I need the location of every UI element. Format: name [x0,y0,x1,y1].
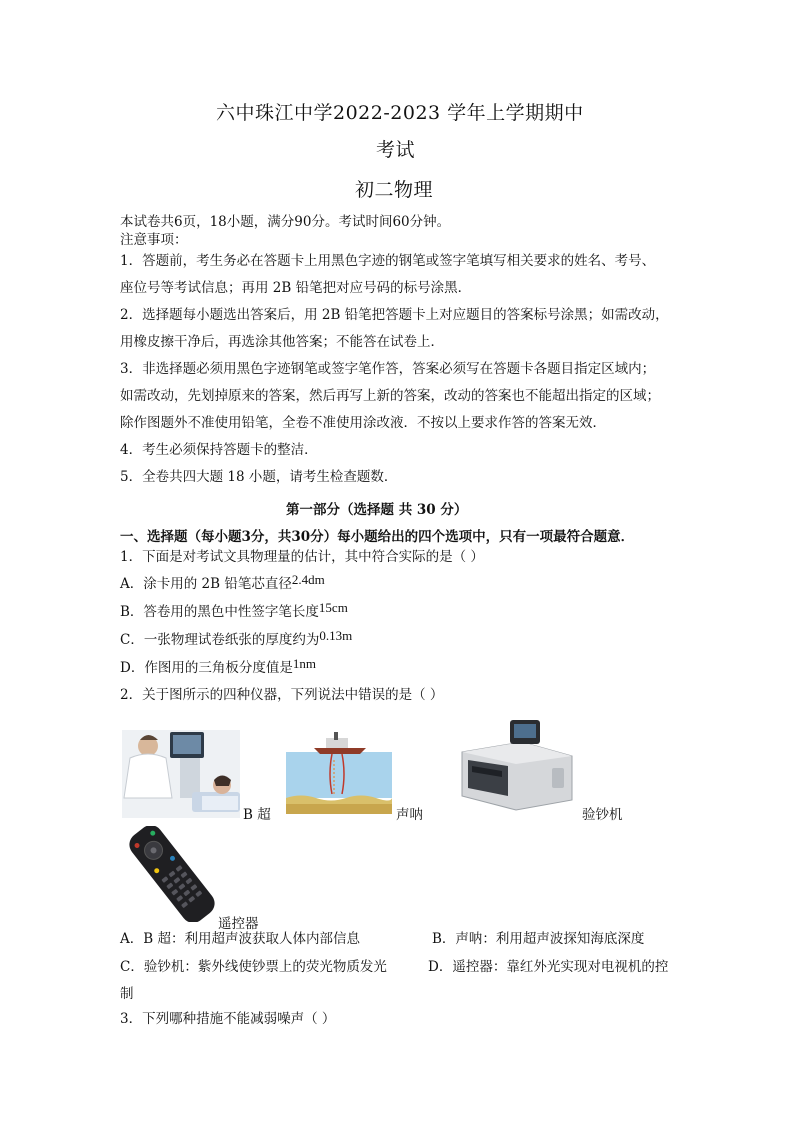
notice-line: 4．考生必须保持答题卡的整洁． [120,442,318,458]
notice-line: 如需改动，先划掉原来的答案，然后再写上新的答案，改动的答案也不能超出指定的区域； [120,388,660,404]
notice-line: 1．答题前，考生务必在答题卡上用黑色字迹的钢笔或签字笔填写相关要求的姓名、考号、 [120,253,656,269]
option-text: B．答卷用的黑色中性签字笔长度 [120,604,319,620]
option-value: 2.4dm [291,572,325,587]
notice-label: 注意事项： [120,232,188,248]
q2-option-d-continued: 制 [120,986,134,1002]
exam-summary: 本试卷共6页，18小题，满分90分。考试时间60分钟。 [120,214,451,230]
option-text: A．涂卡用的 2B 铅笔芯直径 [120,576,292,592]
option-value: 1nm [292,656,316,671]
remote-control-image [122,826,222,922]
notice-line: 2．选择题每小题选出答案后，用 2B 铅笔把答题卡上对应题目的答案标号涂黑；如需改动， [120,307,669,323]
notice-line: 5．全卷共四大题 18 小题，请考生检查题数． [120,469,398,485]
figure-label-money-detector: 验钞机 [582,807,623,823]
subject-title: 初二物理 [355,179,434,201]
money-detector-image [454,716,578,812]
question-1-stem: 1．下面是对考试文具物理量的估计，其中符合实际的是（ ） [120,549,484,565]
q2-option-b: B．声呐：利用超声波探知海底深度 [432,931,645,947]
figure-label-ultrasound: B 超 [243,807,271,823]
exam-title-line2: 考试 [376,139,416,161]
option-text: D．作图用的三角板分度值是 [120,660,293,676]
q1-option-b [120,600,348,620]
q1-option-c [120,628,352,648]
ultrasound-image [122,730,240,818]
notice-line: 用橡皮擦干净后，再选涂其他答案；不能答在试卷上． [120,334,444,350]
notice-line: 3．非选择题必须用黑色字迹钢笔或签字笔作答，答案必须写在答题卡各题目指定区域内； [120,361,656,377]
q1-option-d [120,656,316,676]
q1-option-a [120,572,325,592]
question-3-stem: 3．下列哪种措施不能减弱噪声（ ） [120,1011,336,1027]
q2-option-d: D．遥控器：靠红外光实现对电视机的控 [428,959,669,975]
notice-line: 座位号等考试信息；再用 2B 铅笔把对应号码的标号涂黑． [120,280,472,296]
option-value: 15cm [318,600,348,615]
notice-line: 除作图题外不准使用铅笔，全卷不准使用涂改液．不按以上要求作答的答案无效． [120,415,606,431]
part1-heading: 第一部分（选择题 共 30 分） [286,502,468,518]
section-heading: 一、选择题（每小题3分，共30分）每小题给出的四个选项中，只有一项最符合题意． [120,529,635,545]
figure-label-remote: 遥控器 [218,916,259,932]
question-2-stem: 2．关于图所示的四种仪器，下列说法中错误的是（ ） [120,687,444,703]
sonar-image [286,730,392,814]
q2-option-a: A．B 超：利用超声波获取人体内部信息 [120,931,360,947]
option-text: C．一张物理试卷纸张的厚度约为 [120,632,320,648]
q2-option-c: C．验钞机：紫外线使钞票上的荧光物质发光 [120,959,387,975]
figure-label-sonar: 声呐 [396,807,423,823]
option-value: 0.13m [319,628,353,643]
exam-title-line1: 六中珠江中学2022-2023 学年上学期期中 [216,102,584,124]
